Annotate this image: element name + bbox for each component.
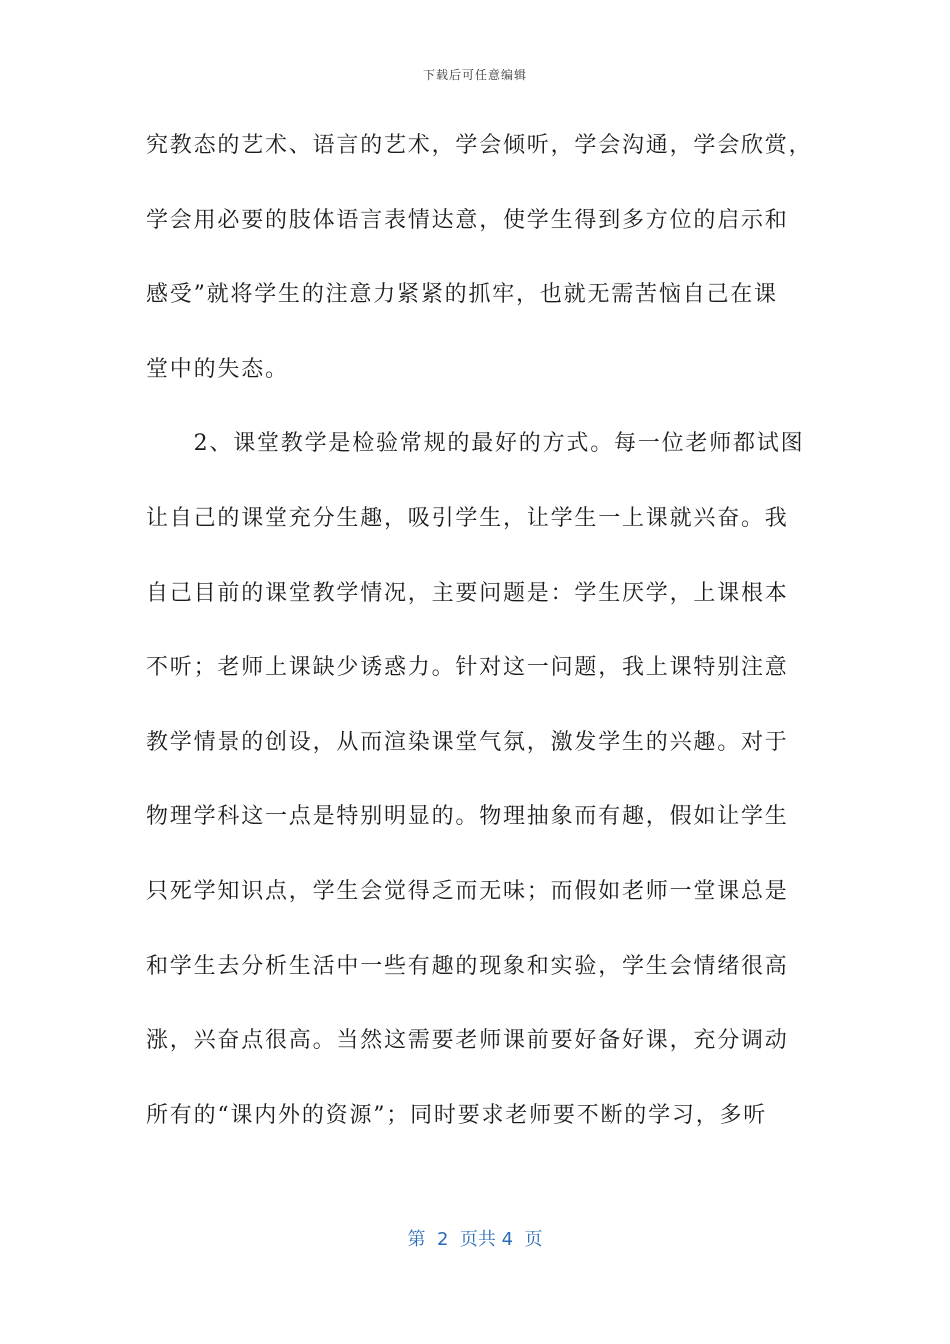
- document-body: [146, 124, 813, 1168]
- text-line: 自己目前的课堂教学情况，主要问题是：学生厌学，上课根本: [146, 580, 789, 606]
- text-line: 2、课堂教学是检验常规的最好的方式。每一位老师都试图: [146, 431, 805, 457]
- text-line: 所有的“课内外的资源”；同时要求老师要不断的学习，多听: [146, 1102, 768, 1128]
- text-line: 学会用必要的肢体语言表情达意，使学生得到多方位的启示和: [146, 207, 789, 233]
- text-line: 教学情景的创设，从而渲染课堂气氛，激发学生的兴趣。对于: [146, 729, 789, 755]
- text-line: 只死学知识点，学生会觉得乏而无味；而假如老师一堂课总是: [146, 878, 789, 904]
- text-line: 不听；老师上课缺少诱惑力。针对这一问题，我上课特别注意: [146, 655, 789, 681]
- page-number-footer: 第 2 页共 4 页: [407, 1229, 543, 1250]
- text-line: 涨，兴奋点很高。当然这需要老师课前要好备好课，充分调动: [146, 1028, 789, 1054]
- text-line: 让自己的课堂充分生趣，吸引学生，让学生一上课就兴奋。我: [146, 505, 789, 531]
- text-line: 究教态的艺术、语言的艺术，学会倾听，学会沟通，学会欣赏，: [146, 133, 813, 158]
- page-header: 下载后可任意编辑: [422, 68, 527, 82]
- text-line: 感受”就将学生的注意力紧紧的抓牢，也就无需苦恼自己在课: [146, 282, 778, 308]
- text-line: 堂中的失态。: [146, 356, 289, 382]
- text-line: 和学生去分析生活中一些有趣的现象和实验，学生会情绪很高: [146, 953, 789, 979]
- text-line: 物理学科这一点是特别明显的。物理抽象而有趣，假如让学生: [146, 804, 789, 830]
